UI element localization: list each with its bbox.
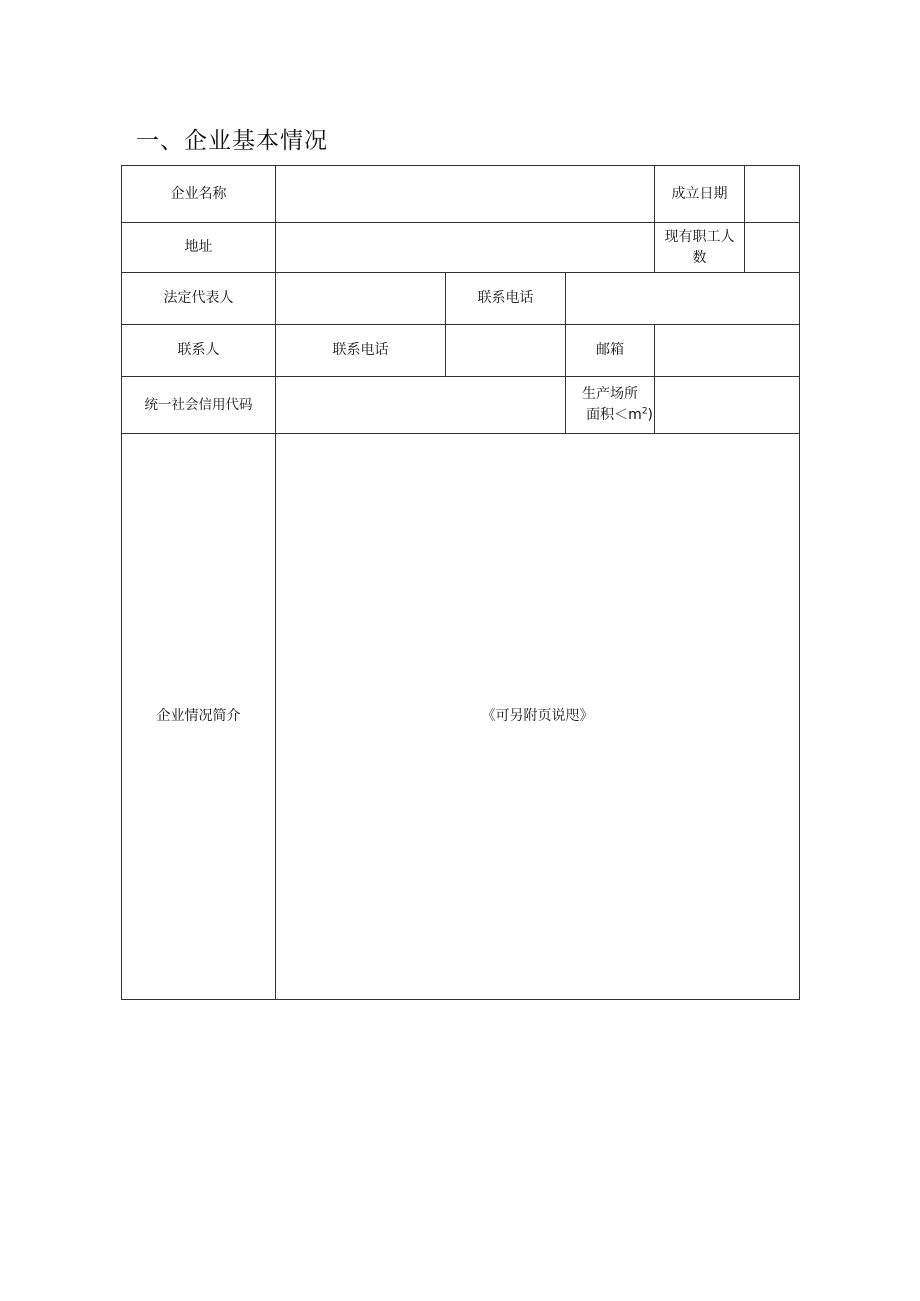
employees-label	[655, 223, 745, 272]
founding-date-field[interactable]	[745, 166, 799, 222]
site-area-label-line2	[567, 405, 653, 426]
row-address	[122, 223, 800, 273]
employees-field[interactable]	[745, 223, 799, 272]
employees-label-line1: 现有职工人	[664, 228, 735, 245]
profile-placeholder: 《可另附页说咫》	[481, 708, 594, 724]
founding-date-label: 成立日期	[655, 166, 745, 222]
credit-code-label: 统一社会信用代码	[122, 377, 276, 434]
contact-label: 联系人	[122, 325, 276, 377]
profile-label: 企业情况简介	[122, 434, 276, 1000]
legal-rep-phone-label: 联系电话	[446, 273, 566, 325]
row-legal-rep	[122, 273, 800, 325]
site-area-close-paren: )	[647, 407, 654, 423]
address-field[interactable]	[276, 223, 655, 273]
credit-code-field[interactable]	[276, 377, 566, 434]
company-name-label: 企业名称	[122, 166, 276, 223]
site-area-label-line2-text: 面积＜m	[586, 407, 642, 423]
employees-label-line2: 数	[692, 249, 707, 266]
company-name-field[interactable]	[276, 166, 655, 223]
founding-date-cell	[655, 166, 800, 223]
legal-rep-phone-field[interactable]	[566, 273, 800, 325]
row-credit-code	[122, 377, 800, 434]
row-profile	[122, 434, 800, 1000]
enterprise-info-table	[121, 165, 800, 1000]
site-area-label-line1: 生产场所	[582, 386, 638, 402]
site-area-field[interactable]	[655, 377, 800, 434]
legal-rep-label: 法定代表人	[122, 273, 276, 325]
row-company-name	[122, 166, 800, 223]
email-label: 邮箱	[566, 325, 655, 377]
site-area-label	[566, 377, 655, 434]
legal-rep-field[interactable]	[276, 273, 446, 325]
contact-phone-field[interactable]	[446, 325, 566, 377]
section-title: 一、企业基本情况	[136, 128, 328, 154]
profile-field[interactable]	[276, 434, 800, 1000]
email-field[interactable]	[655, 325, 800, 377]
address-label: 地址	[122, 223, 276, 273]
employees-cell	[655, 223, 800, 273]
row-contact	[122, 325, 800, 377]
contact-phone-label: 联系电话	[276, 325, 446, 377]
site-area-unit-superscript: 2	[641, 406, 648, 417]
